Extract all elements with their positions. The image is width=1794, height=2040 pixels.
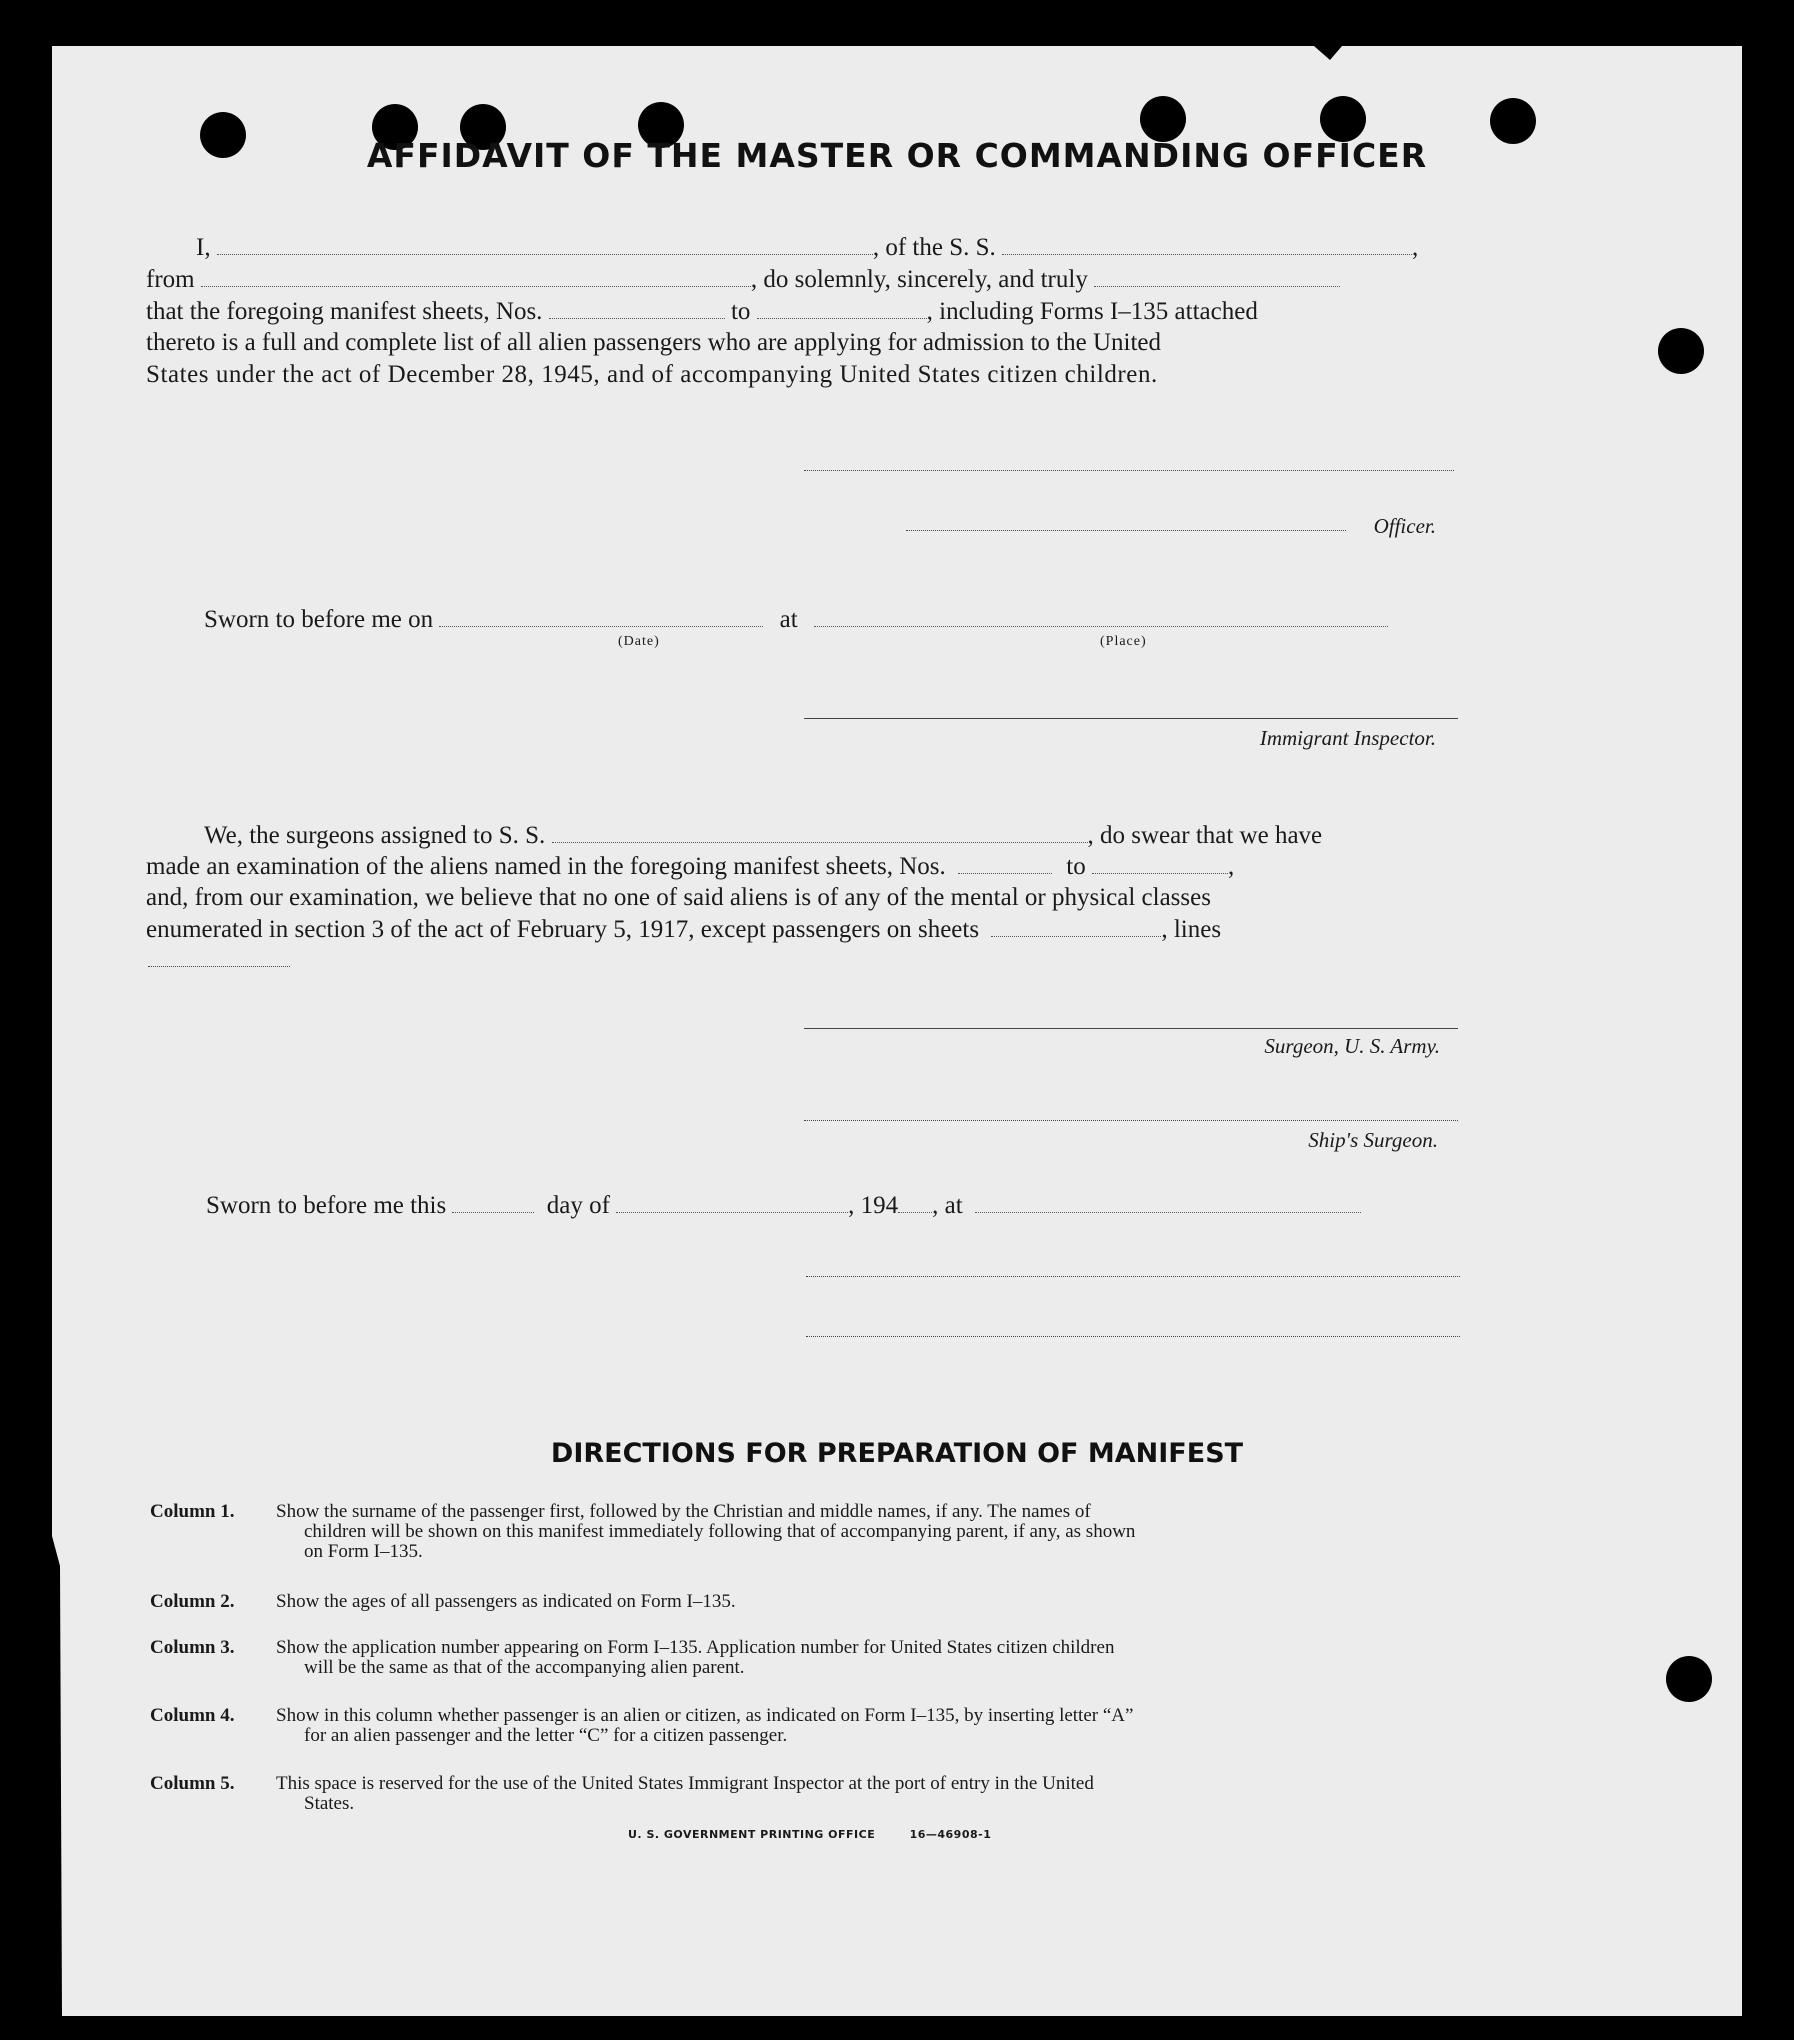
- sheets-blank: [991, 935, 1161, 937]
- column-label: Column 4.: [150, 1705, 235, 1726]
- day-blank: [452, 1211, 534, 1213]
- text: Sworn to before me on: [204, 606, 434, 633]
- ship-surgeon-signature-line: [804, 1120, 1458, 1121]
- sworn-line-1: [204, 606, 1388, 634]
- direction-item: [150, 1774, 1462, 1814]
- text: at: [779, 606, 798, 633]
- oath-blank: [1094, 285, 1340, 287]
- date-caption: (Date): [618, 634, 660, 649]
- surgeons-line-4: [146, 916, 1221, 944]
- text: enumerated in section 3 of the act of February 5, 1917, except passengers on sheets: [146, 916, 980, 943]
- text: made an examination of the aliens named in the foregoing manifest sheets, Nos.: [146, 853, 946, 880]
- surgeons-line-3: and, from our examination, we believe that no one of said aliens is of any of the mental or physical classes: [146, 884, 1211, 911]
- lines-blank: [148, 966, 290, 967]
- form-code: 16—46908-1: [909, 1828, 992, 1841]
- direction-item: [150, 1502, 1462, 1562]
- column-label: Column 1.: [150, 1501, 235, 1522]
- year-blank: [898, 1211, 932, 1213]
- affidavit-line-1: [196, 234, 1418, 262]
- place-caption: (Place): [1100, 634, 1147, 649]
- column-label: Column 5.: [150, 1773, 235, 1794]
- place-blank: [975, 1211, 1361, 1213]
- text: ,: [1227, 853, 1235, 880]
- direction-text: will be the same as that of the accompanying alien parent.: [304, 1657, 745, 1678]
- direction-text: States.: [304, 1793, 355, 1814]
- text: , lines: [1161, 916, 1222, 943]
- text: , at: [932, 1192, 963, 1219]
- direction-text: on Form I–135.: [304, 1541, 423, 1562]
- text: We, the surgeons assigned to S. S.: [204, 822, 546, 849]
- punch-hole: [1658, 328, 1704, 374]
- officer-label: Officer.: [1373, 514, 1436, 538]
- direction-text: Show the application number appearing on Form I–135. Application number for United States citizen children: [276, 1637, 1115, 1658]
- affidavit-line-3: [146, 298, 1258, 326]
- army-surgeon-signature-line: [804, 1028, 1458, 1029]
- sworn-line-2: [206, 1192, 1361, 1220]
- date-blank: [439, 625, 763, 627]
- ship-blank: [1002, 253, 1412, 255]
- text: to: [730, 298, 751, 325]
- army-surgeon-label: Surgeon, U. S. Army.: [1264, 1034, 1440, 1058]
- affidavit-line-5: States under the act of December 28, 1945, and of accompanying United States citizen children.: [146, 361, 1158, 388]
- inspector-label: Immigrant Inspector.: [1259, 726, 1436, 750]
- text: ,: [1412, 234, 1419, 261]
- affidavit-line-4: thereto is a full and complete list of all alien passengers who are applying for admission to the United: [146, 329, 1162, 356]
- text: , including Forms I–135 attached: [926, 298, 1258, 325]
- column-label: Column 3.: [150, 1637, 235, 1658]
- text: that the foregoing manifest sheets, Nos.: [146, 298, 543, 325]
- signature-line: [806, 1336, 1460, 1337]
- text: I,: [196, 234, 211, 261]
- sheet-from-blank: [958, 872, 1052, 874]
- ship-surgeon-label: Ship's Surgeon.: [1308, 1128, 1438, 1152]
- direction-text: This space is reserved for the use of the United States Immigrant Inspector at the port of entry in the United: [276, 1773, 1094, 1794]
- direction-text: Show the ages of all passengers as indicated on Form I–135.: [276, 1591, 736, 1612]
- name-blank: [217, 253, 873, 255]
- sheet-to-blank: [757, 317, 927, 319]
- inspector-signature-line: [804, 718, 1458, 719]
- surgeons-line-2: [146, 853, 1234, 881]
- sheet-to-blank: [1092, 872, 1228, 874]
- text: to: [1066, 853, 1086, 880]
- text: day of: [546, 1192, 610, 1219]
- direction-item: [150, 1592, 1462, 1612]
- text: , do swear that we have: [1087, 822, 1323, 849]
- surgeons-line-1: [204, 822, 1322, 850]
- affidavit-line-2: [146, 266, 1340, 294]
- printer-footer: [628, 1828, 991, 1841]
- month-blank: [616, 1211, 848, 1213]
- direction-text: for an alien passenger and the letter “C” for a citizen passenger.: [304, 1725, 788, 1746]
- direction-item: [150, 1638, 1462, 1678]
- direction-text: Show in this column whether passenger is an alien or citizen, as indicated on Form I–135, by inserting letter “A”: [276, 1705, 1134, 1726]
- column-label: Column 2.: [150, 1591, 235, 1612]
- punch-hole: [1666, 1656, 1712, 1702]
- text: , do solemnly, sincerely, and truly: [750, 266, 1088, 293]
- signature-line: [806, 1276, 1460, 1277]
- place-blank: [814, 625, 1388, 627]
- text: Sworn to before me this: [206, 1192, 447, 1219]
- officer-signature-line: [906, 530, 1346, 531]
- direction-item: [150, 1706, 1462, 1746]
- ship-blank: [552, 841, 1088, 843]
- directions-heading: DIRECTIONS FOR PREPARATION OF MANIFEST: [550, 1438, 1244, 1469]
- port-blank: [201, 285, 751, 287]
- direction-text: children will be shown on this manifest immediately following that of accompanying parent, if any, as shown: [304, 1521, 1136, 1542]
- text: , of the S. S.: [872, 234, 996, 261]
- signature-line: [804, 470, 1454, 471]
- printer-name: U. S. GOVERNMENT PRINTING OFFICE: [628, 1828, 876, 1841]
- text: from: [146, 266, 195, 293]
- page-title: AFFIDAVIT OF THE MASTER OR COMMANDING OFFICER: [366, 136, 1428, 175]
- sheet-from-blank: [549, 317, 725, 319]
- direction-text: Show the surname of the passenger first, followed by the Christian and middle names, if any. The names of: [276, 1501, 1091, 1522]
- text: , 194: [848, 1192, 899, 1219]
